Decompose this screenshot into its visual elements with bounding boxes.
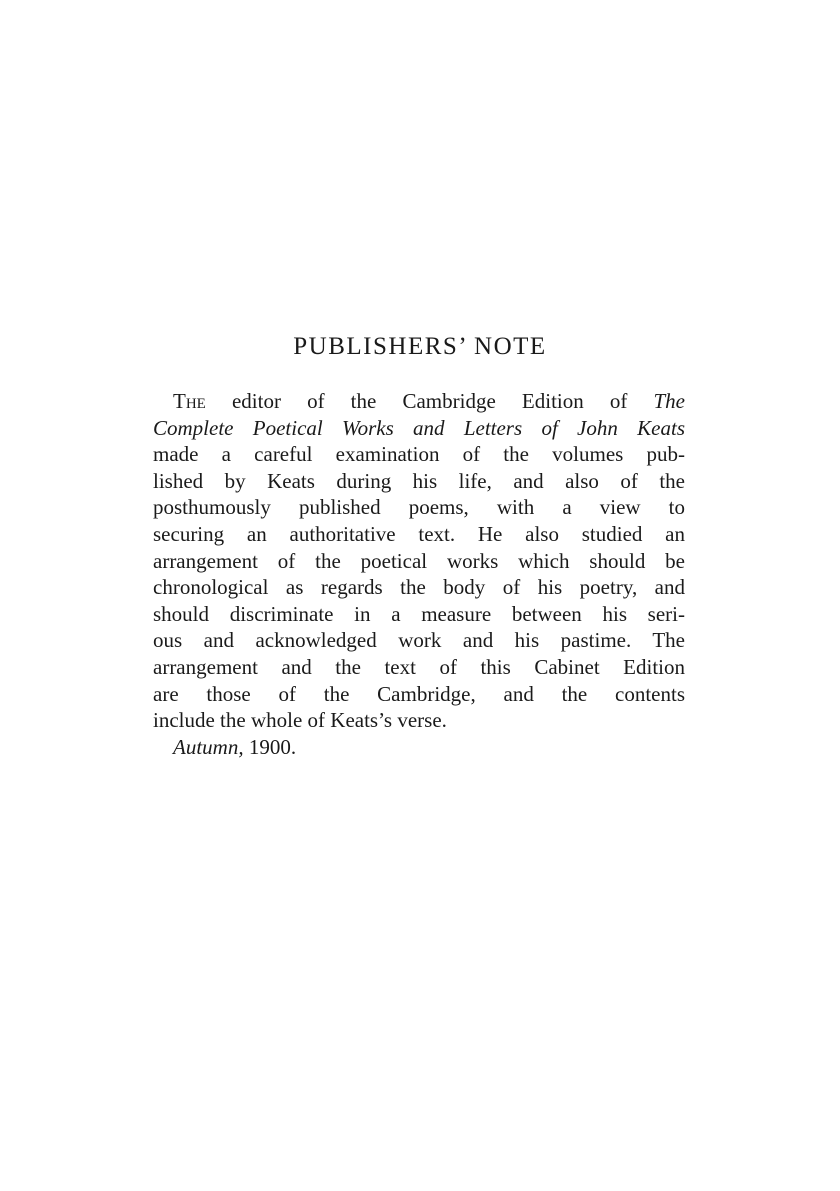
text-run: made a careful examination of the volumes pub- [153,442,685,467]
text-line [153,388,685,415]
text-line [153,574,685,601]
dateline-season: Autumn, [173,734,244,759]
text-line [153,468,685,495]
text-line [153,707,685,734]
text-run: arrangement and the text of this Cabinet Edition [153,654,685,679]
text-run: arrangement of the poetical works which should be [153,548,685,573]
text-run: ous and acknowledged work and his pastime. The [153,628,685,653]
text-run: The [173,389,206,413]
text-run: chronological as regards the body of his poetry, and [153,575,685,600]
text-line [153,521,685,548]
publishers-note-body [153,388,685,760]
text-run: posthumously published poems, with a view to [153,495,685,520]
paragraph [153,388,685,734]
text-line [153,681,685,708]
text-run: editor of the Cambridge Edition of [205,389,654,413]
text-run: Complete Poetical Works and Letters of John Keats [153,415,685,440]
text-line [153,654,685,681]
text-run: lished by Keats during his life, and also of the [153,468,685,493]
text-run: are those of the Cambridge, and the contents [153,681,685,706]
page-title: PUBLISHERS’ NOTE [293,333,547,360]
text-line [153,601,685,628]
text-line [153,548,685,575]
text-run: include the whole of Keats’s verse. [153,708,447,733]
text-run: should discriminate in a measure between his seri- [153,601,685,626]
dateline [153,734,685,761]
text-run: The [653,389,685,413]
text-line [153,494,685,521]
text-line [153,627,685,654]
text-run: securing an authoritative text. He also studied an [153,521,685,546]
text-line [153,441,685,468]
dateline-year: 1900. [248,734,297,759]
text-line [153,415,685,442]
